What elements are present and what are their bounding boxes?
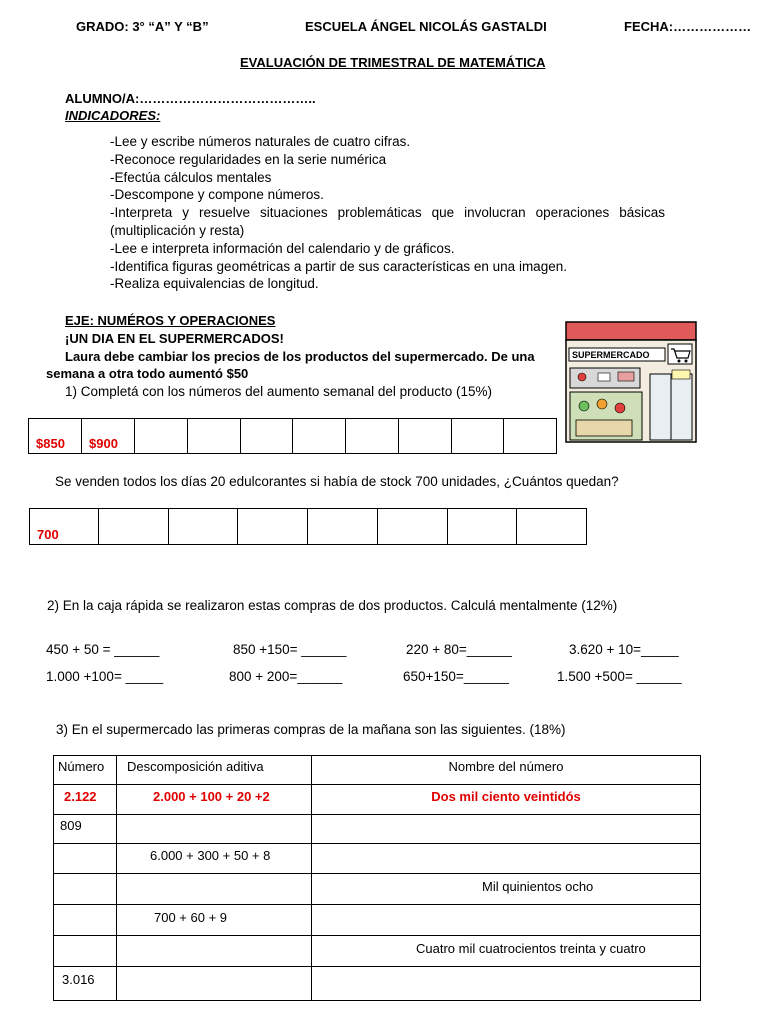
sequence-cell[interactable] <box>238 509 308 545</box>
cell-name: Cuatro mil cuatrocientos treinta y cuatro <box>312 936 701 967</box>
cell-name[interactable] <box>312 967 701 1001</box>
indicator-item: -Identifica figuras geométricas a partir de sus características en una imagen. <box>110 258 567 274</box>
cell-decomposition: 6.000 + 300 + 50 + 8 <box>117 844 312 874</box>
sequence-cell[interactable] <box>517 509 587 545</box>
header-number: Número <box>54 756 117 785</box>
cell-decomposition: 2.000 + 100 + 20 +2 <box>117 785 312 815</box>
sequence-cell[interactable] <box>346 419 399 454</box>
sequence-cell[interactable] <box>99 509 169 545</box>
sequence-cell[interactable] <box>398 419 451 454</box>
calc-exercise: 3.620 + 10=_____ <box>569 642 679 657</box>
table-row <box>54 905 701 936</box>
sequence-cell[interactable]: $900 <box>82 419 135 454</box>
cell-decomposition[interactable] <box>117 967 312 1001</box>
q3-table <box>53 755 701 1001</box>
cell-name[interactable] <box>312 844 701 874</box>
calc-exercise: 220 + 80=______ <box>406 642 512 657</box>
story-line-2: semana a otra todo aumentó $50 <box>46 366 249 381</box>
indicator-item: -Interpreta y resuelve situaciones problemáticas que involucran operaciones básicas <box>110 205 665 221</box>
cell-decomposition[interactable] <box>117 815 312 844</box>
cell-number: 809 <box>54 815 117 844</box>
table-row <box>54 936 701 967</box>
cell-decomposition[interactable] <box>117 936 312 967</box>
cell-decomposition: 700 + 60 + 9 <box>117 905 312 936</box>
cell-decomposition[interactable] <box>117 874 312 905</box>
cell-name: Dos mil ciento veintidós <box>312 785 701 815</box>
header-name: Nombre del número <box>312 756 701 785</box>
table-row <box>54 785 701 815</box>
indicator-item: -Descompone y compone números. <box>110 187 324 203</box>
q1b-text: Se venden todos los días 20 edulcorantes si había de stock 700 unidades, ¿Cuántos quedan? <box>55 474 619 489</box>
calc-exercise: 450 + 50 = ______ <box>46 642 160 657</box>
cell-name[interactable] <box>312 905 701 936</box>
q1-sequence-table <box>28 418 557 454</box>
table-row <box>54 815 701 844</box>
cell-number: 3.016 <box>54 967 117 1001</box>
cell-number[interactable] <box>54 936 117 967</box>
axis-subtitle: ¡UN DIA EN EL SUPERMERCADOS! <box>65 331 284 346</box>
indicator-item: (multiplicación y resta) <box>110 222 245 238</box>
table-header-row <box>54 756 701 785</box>
sequence-cell[interactable] <box>293 419 346 454</box>
grade-label: GRADO: 3° “A” Y “B” <box>76 19 209 34</box>
cell-name[interactable] <box>312 815 701 844</box>
calc-exercise: 1.500 +500= ______ <box>557 669 682 684</box>
q3-text: 3) En el supermercado las primeras compras de la mañana son las siguientes. (18%) <box>56 722 566 737</box>
sequence-cell[interactable] <box>451 419 504 454</box>
sequence-cell[interactable] <box>308 509 378 545</box>
sequence-cell[interactable] <box>504 419 557 454</box>
indicator-item: -Realiza equivalencias de longitud. <box>110 276 319 292</box>
store-sign-text: SUPERMERCADO <box>572 350 650 360</box>
calc-exercise: 850 +150= ______ <box>233 642 347 657</box>
indicator-item: -Efectúa cálculos mentales <box>110 169 272 185</box>
sequence-cell[interactable] <box>377 509 447 545</box>
story-line-1: Laura debe cambiar los precios de los productos del supermercado. De una <box>65 349 535 364</box>
q1b-sequence-table <box>29 508 587 545</box>
student-label: ALUMNO/A:………………………………….. <box>65 91 316 106</box>
date-label: FECHA:……………… <box>624 19 752 34</box>
school-name: ESCUELA ÁNGEL NICOLÁS GASTALDI <box>305 19 547 34</box>
indicator-item: -Lee y escribe números naturales de cuatro cifras. <box>110 134 411 149</box>
table-row <box>54 844 701 874</box>
sequence-cell[interactable] <box>187 419 240 454</box>
page-title: EVALUACIÓN DE TRIMESTRAL DE MATEMÁTICA <box>240 55 546 70</box>
cell-number[interactable] <box>54 905 117 936</box>
sequence-cell[interactable] <box>135 419 188 454</box>
cell-number: 2.122 <box>54 785 117 815</box>
sequence-cell[interactable] <box>168 509 238 545</box>
indicator-item: -Lee e interpreta información del calendario y de gráficos. <box>110 240 455 256</box>
sequence-cell[interactable] <box>240 419 293 454</box>
indicator-item: -Reconoce regularidades en la serie numérica <box>110 151 387 167</box>
q2-text: 2) En la caja rápida se realizaron estas compras de dos productos. Calculá mentalmente (12%) <box>47 598 618 613</box>
supermarket-illustration <box>562 320 700 444</box>
cell-number[interactable] <box>54 844 117 874</box>
sequence-cell[interactable] <box>447 509 517 545</box>
header-decomposition: Descomposición aditiva <box>117 756 312 785</box>
sequence-cell[interactable]: $850 <box>29 419 82 454</box>
indicators-list <box>110 133 665 293</box>
sequence-cell[interactable]: 700 <box>30 509 99 545</box>
indicators-heading: INDICADORES: <box>65 108 161 123</box>
table-row <box>54 967 701 1001</box>
cell-number[interactable] <box>54 874 117 905</box>
cell-name: Mil quinientos ocho <box>312 874 701 905</box>
q1-text: 1) Completá con los números del aumento semanal del producto (15%) <box>65 384 492 399</box>
table-row <box>54 874 701 905</box>
axis-title: EJE: NUMÉROS Y OPERACIONES <box>65 313 276 328</box>
calc-exercise: 650+150=______ <box>403 669 509 684</box>
calc-exercise: 800 + 200=______ <box>229 669 343 684</box>
calc-exercise: 1.000 +100= _____ <box>46 669 164 684</box>
